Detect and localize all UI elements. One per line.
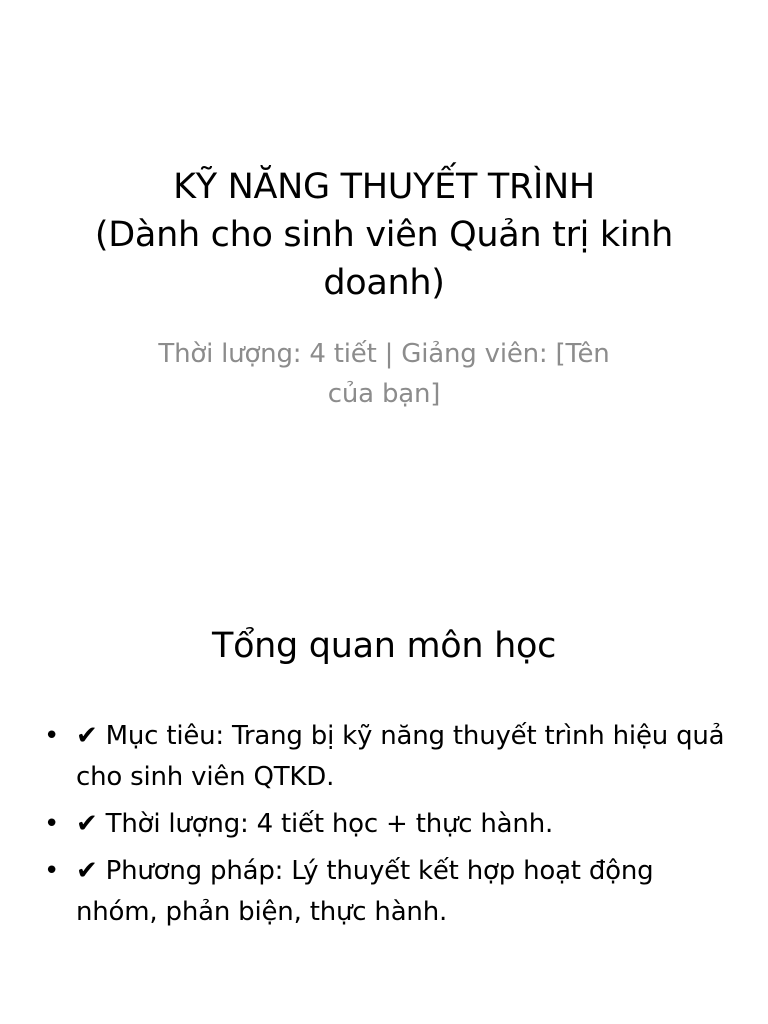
bullet-item [40, 851, 730, 933]
presentation-subtitle [110, 334, 658, 414]
overview-bullet-list [40, 716, 730, 939]
bullet-dot-icon: • [44, 856, 60, 886]
bullet-dot-icon: • [44, 721, 60, 751]
title-line: KỸ NĂNG THUYẾT TRÌNH [173, 167, 595, 207]
bullet-text: ✔ Phương pháp: Lý thuyết kết hợp hoạt động nhóm, phản biện, thực hành. [76, 856, 654, 927]
title-line: (Dành cho sinh viên Quản trị kinh [94, 215, 674, 255]
bullet-text: ✔ Thời lượng: 4 tiết học + thực hành. [76, 809, 554, 839]
title-line: doanh) [323, 263, 445, 303]
subtitle-line: của bạn] [327, 379, 441, 409]
overview-slide [0, 512, 768, 1024]
bullet-item [40, 716, 730, 798]
overview-title: Tổng quan môn học [211, 626, 557, 666]
subtitle-line: Thời lượng: 4 tiết | Giảng viên: [Tên [158, 339, 610, 369]
presentation-title [58, 163, 710, 307]
bullet-text: ✔ Mục tiêu: Trang bị kỹ năng thuyết trình hiệu quả cho sinh viên QTKD. [76, 721, 725, 792]
bullet-dot-icon: • [44, 809, 60, 839]
bullet-item [40, 804, 730, 845]
